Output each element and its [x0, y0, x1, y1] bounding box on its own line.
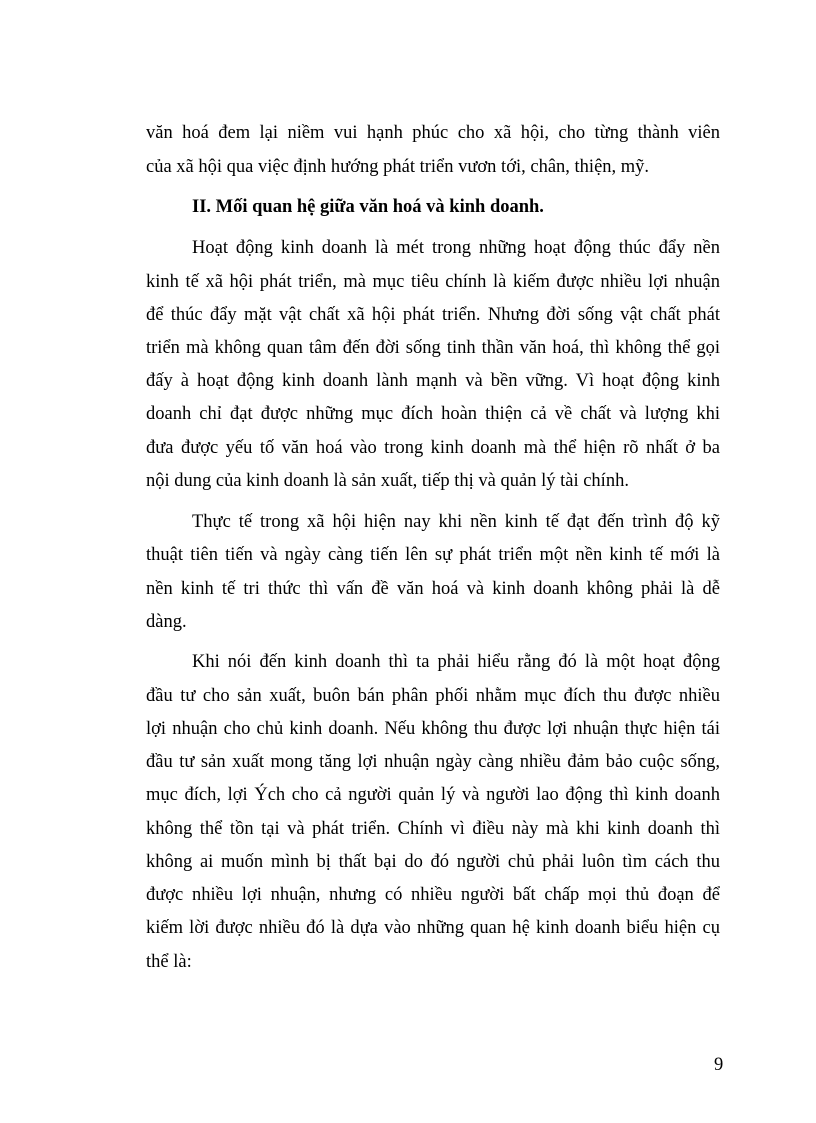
text-line: không ai muốn mình bị thất bại do đó người chủ phải luôn tìm cách thu [146, 852, 720, 872]
text-line: kinh tế xã hội phát triển, mà mục tiêu chính là kiếm được nhiều lợi nhuận [146, 272, 720, 292]
text-line: mục đích, lợi Ých cho cả người quản lý và người lao động thì kinh doanh [146, 785, 720, 805]
text-line: dàng. [146, 612, 187, 632]
text-line: kiếm lời được nhiều đó là dựa vào những quan hệ kinh doanh biểu hiện cụ [146, 918, 720, 938]
text-line: văn hoá đem lại niềm vui hạnh phúc cho xã hội, cho từng thành viên [146, 123, 720, 143]
text-line: đầu tư sản xuất mong tăng lợi nhuận ngày càng nhiều đảm bảo cuộc sống, [146, 752, 720, 772]
text-line: không thể tồn tại và phát triển. Chính vì điều này mà khi kinh doanh thì [146, 819, 720, 839]
text-line: nội dung của kinh doanh là sản xuất, tiếp thị và quản lý tài chính. [146, 471, 629, 491]
text-line: doanh chỉ đạt được những mục đích hoàn thiện cả về chất và lượng khi [146, 404, 720, 424]
text-line: Hoạt động kinh doanh là mét trong những hoạt động thúc đẩy nền [192, 238, 720, 258]
page-number: 9 [714, 1055, 724, 1075]
text-line: Thực tế trong xã hội hiện nay khi nền kinh tế đạt đến trình độ kỹ [192, 512, 720, 532]
text-line: đầu tư cho sản xuất, buôn bán phân phối nhằm mục đích thu được nhiều [146, 686, 720, 706]
text-line: đấy à hoạt động kinh doanh lành mạnh và bền vững. Vì hoạt động kinh [146, 371, 720, 391]
text-line: triển mà không quan tâm đến đời sống tinh thần văn hoá, thì không thể gọi [146, 338, 720, 358]
text-line: của xã hội qua việc định hướng phát triển vươn tới, chân, thiện, mỹ. [146, 157, 650, 177]
text-line: thuật tiên tiến và ngày càng tiến lên sự phát triển một nền kinh tế mới là [146, 545, 720, 565]
text-line: thể là: [146, 952, 192, 972]
text-line: Khi nói đến kinh doanh thì ta phải hiểu rằng đó là một hoạt động [192, 652, 720, 672]
text-line: lợi nhuận cho chủ kinh doanh. Nếu không thu được lợi nhuận thực hiện tái [146, 719, 720, 739]
text-line: đưa được yếu tố văn hoá vào trong kinh doanh mà thể hiện rõ nhất ở ba [146, 438, 720, 458]
section-heading: II. Mối quan hệ giữa văn hoá và kinh doanh. [192, 197, 544, 217]
text-line: được nhiều lợi nhuận, nhưng có nhiều người bất chấp mọi thủ đoạn để [146, 885, 720, 905]
text-line: nền kinh tế tri thức thì vấn đề văn hoá và kinh doanh không phải là dễ [146, 579, 720, 599]
text-line: để thúc đẩy mặt vật chất xã hội phát triển. Nhưng đời sống vật chất phát [146, 305, 720, 325]
